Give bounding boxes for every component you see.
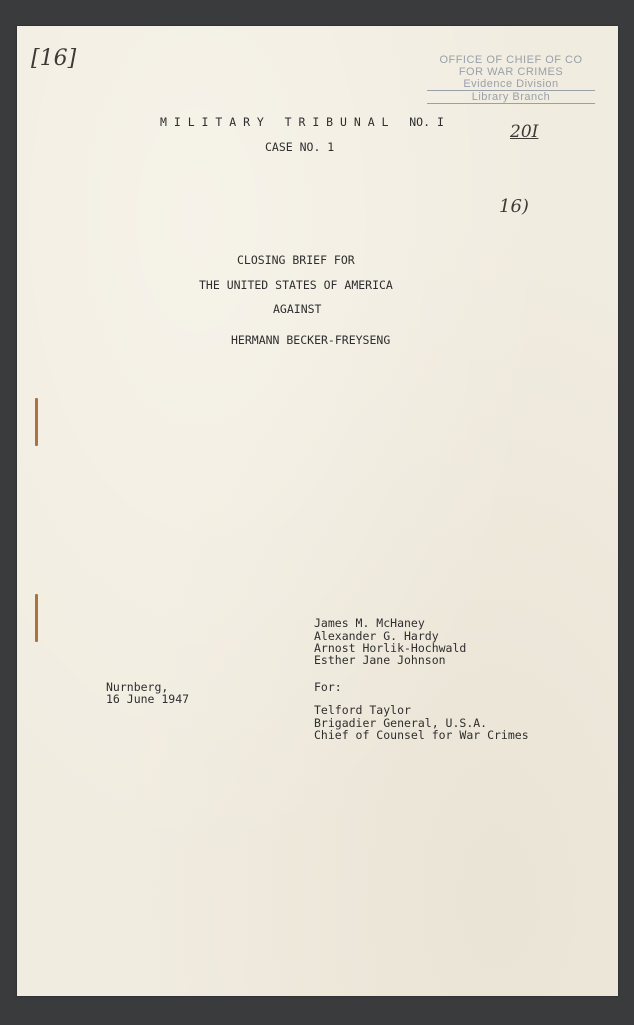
counsel-name: James M. McHaney [314,616,425,630]
stamp-line: Library Branch [427,91,595,104]
place: Nurnberg, [106,680,169,694]
chief-name: Telford Taylor [314,703,411,717]
staple-mark [35,398,38,446]
date: 16 June 1947 [106,692,190,706]
brief-title-line: CLOSING BRIEF FOR [237,253,355,267]
tribunal-heading: M I L I T A R Y T R I B U N A L NO. I [160,115,444,129]
stamp-line: Evidence Division [427,78,595,91]
for-label: For: [314,680,342,694]
defendant-name: HERMANN BECKER-FREYSENG [231,333,391,347]
brief-title-line: AGAINST [273,302,322,316]
counsel-name: Esther Jane Johnson [314,653,446,667]
counsel-name: Alexander G. Hardy [314,629,439,643]
document-page [17,26,618,996]
handwritten-note-right: 20I [510,122,539,142]
handwritten-note-page: 16) [499,196,529,217]
office-stamp [427,54,595,104]
brief-title-line: THE UNITED STATES OF AMERICA [199,278,393,292]
case-number: CASE NO. 1 [265,140,335,154]
chief-title: Chief of Counsel for War Crimes [314,728,529,742]
chief-rank: Brigadier General, U.S.A. [314,716,488,730]
stamp-line: FOR WAR CRIMES [458,66,564,78]
handwritten-note-top-left: [16] [31,46,77,71]
stamp-line: OFFICE OF CHIEF OF CO [439,54,583,66]
counsel-name: Arnost Horlik-Hochwald [314,641,467,655]
staple-mark [35,594,38,642]
